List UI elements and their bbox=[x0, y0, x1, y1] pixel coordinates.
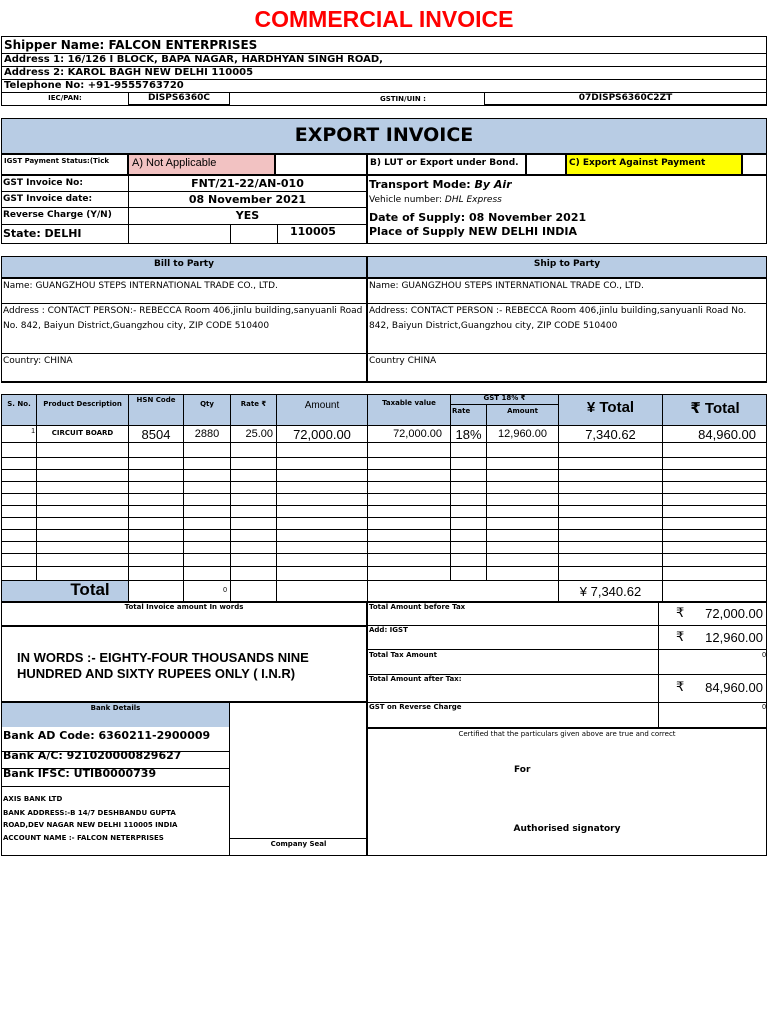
row-sno: 1 bbox=[31, 428, 35, 435]
gstin-value: 07DISPS6360C2ZT bbox=[484, 92, 767, 105]
ship-to-address: Address: CONTACT PERSON :- REBECCA Room 406,jinlu building,sanyuanli Road No. 842, Baiyun District,Guangzhou city, ZIP CODE 510400 bbox=[369, 306, 747, 331]
tax-amount-label: Total Tax Amount bbox=[369, 651, 437, 659]
reverse-gst-label: GST on Reverse Charge bbox=[369, 703, 462, 711]
company-seal: Company Seal bbox=[270, 840, 327, 848]
bill-to-header: Bill to Party bbox=[1, 256, 367, 278]
transport-mode-label: Transport Mode: bbox=[369, 178, 475, 191]
gstin-label: GSTIN/UIN : bbox=[380, 95, 426, 103]
vehicle-number bbox=[369, 195, 502, 205]
after-tax-rupee: ₹ bbox=[676, 679, 685, 694]
bill-to-name: Name: GUANGZHOU STEPS INTERNATIONAL TRADE CO., LTD. bbox=[3, 281, 278, 291]
row-total-cny: 7,340.62 bbox=[585, 427, 636, 442]
authorised-signatory: Authorised signatory bbox=[513, 824, 621, 834]
bank-address: BANK ADDRESS:-B 14/7 DESHBANDU GUPTA ROAD,DEV NAGAR NEW DELHI 110005 INDIA bbox=[3, 809, 178, 829]
row-total-inr: 84,960.00 bbox=[698, 427, 756, 442]
vehicle-number-label: Vehicle number: bbox=[369, 195, 445, 205]
row-desc: CIRCUIT BOARD bbox=[51, 429, 114, 437]
invoice-date-label: GST Invoice date: bbox=[3, 194, 93, 204]
igst-option-a-box[interactable] bbox=[275, 154, 367, 175]
reverse-charge-label: Reverse Charge (Y/N) bbox=[3, 210, 112, 220]
col-header-rate: Rate ₹ bbox=[240, 400, 267, 408]
before-tax-label: Total Amount before Tax bbox=[369, 603, 466, 611]
row-taxable: 72,000.00 bbox=[393, 428, 442, 440]
col-header-taxable: Taxable value bbox=[382, 399, 436, 407]
state-code: 110005 bbox=[290, 225, 336, 238]
igst-amount-value: 12,960.00 bbox=[705, 630, 763, 645]
before-tax-rupee: ₹ bbox=[676, 605, 685, 620]
igst-option-c[interactable]: C) Export Against Payment bbox=[566, 154, 742, 175]
igst-amount-label: Add: IGST bbox=[369, 626, 408, 634]
vehicle-number-value: DHL Express bbox=[444, 195, 502, 205]
row-hsn: 8504 bbox=[141, 427, 171, 442]
col-header-gst-amount: Amount bbox=[507, 407, 538, 415]
ship-to-country: Country CHINA bbox=[369, 356, 437, 366]
col-header-amount: Amount bbox=[304, 400, 340, 411]
row-rate: 25.00 bbox=[245, 428, 273, 440]
igst-amount-rupee: ₹ bbox=[676, 629, 685, 644]
bank-account: Bank A/C: 921020000829627 bbox=[3, 749, 182, 762]
certify-text: Certified that the particulars given above are true and correct bbox=[458, 730, 676, 738]
igst-label: IGST Payment Status:(Tick bbox=[1, 154, 128, 175]
bank-header: Bank Details bbox=[90, 704, 141, 712]
row-amount: 72,000.00 bbox=[293, 427, 351, 442]
igst-option-a[interactable]: A) Not Applicable bbox=[128, 154, 275, 175]
after-tax-value: 84,960.00 bbox=[705, 680, 763, 695]
invoice-date-value: 08 November 2021 bbox=[188, 193, 307, 206]
table-total-cny: ¥ 7,340.62 bbox=[579, 584, 642, 599]
igst-option-b-box[interactable] bbox=[526, 154, 566, 175]
supply-place: Place of Supply NEW DELHI INDIA bbox=[369, 225, 578, 238]
table-total-label: Total bbox=[70, 580, 110, 599]
row-gst-amount: 12,960.00 bbox=[498, 428, 547, 440]
amount-in-words: IN WORDS :- EIGHTY-FOUR THOUSANDS NINE HUNDRED AND SIXTY RUPEES ONLY ( I.N.R) bbox=[17, 650, 309, 681]
iec-value: DISPS6360C bbox=[128, 92, 230, 105]
col-header-total-inr: ₹ Total bbox=[690, 400, 740, 417]
igst-option-b[interactable]: B) LUT or Export under Bond. bbox=[367, 154, 526, 175]
after-tax-label: Total Amount after Tax: bbox=[369, 675, 462, 683]
col-header-qty: Qty bbox=[200, 400, 214, 408]
reverse-gst-value: 0 bbox=[762, 704, 766, 711]
certify-for: For bbox=[514, 765, 531, 775]
invoice-no-value: FNT/21-22/AN-010 bbox=[191, 177, 304, 190]
shipper-name: Shipper Name: FALCON ENTERPRISES bbox=[4, 38, 258, 52]
supply-date: Date of Supply: 08 November 2021 bbox=[369, 211, 587, 224]
words-label: Total Invoice amount In words bbox=[124, 603, 244, 611]
bill-to-address: Address : CONTACT PERSON:- REBECCA Room 406,jinlu building,sanyuanli Road No. 842, Baiyun District,Guangzhou city, ZIP CODE 510400 bbox=[3, 306, 363, 331]
transport-mode bbox=[369, 178, 512, 191]
bank-ad-code: Bank AD Code: 6360211-2900009 bbox=[3, 729, 211, 742]
transport-mode-value: By Air bbox=[474, 178, 512, 191]
row-qty: 2880 bbox=[194, 428, 220, 440]
col-header-hsn: HSN Code bbox=[136, 396, 176, 404]
col-header-gst-rate: Rate bbox=[452, 407, 471, 415]
bank-account-name: ACCOUNT NAME :- FALCON NETERPRISES bbox=[3, 834, 164, 842]
igst-option-c-box[interactable] bbox=[742, 154, 767, 175]
tax-amount-value: 0 bbox=[762, 652, 766, 659]
export-invoice-title: EXPORT INVOICE bbox=[1, 118, 767, 154]
bank-name: AXIS BANK LTD bbox=[3, 795, 63, 803]
table-total-qty: 0 bbox=[223, 587, 227, 594]
shipper-telephone: Telephone No: +91-9555763720 bbox=[4, 80, 184, 91]
col-header-sno: S. No. bbox=[7, 400, 31, 408]
bank-ifsc: Bank IFSC: UTIB0000739 bbox=[3, 767, 157, 780]
shipper-address-1: Address 1: 16/126 I BLOCK, BAPA NAGAR, HARDHYAN SINGH ROAD, bbox=[4, 54, 383, 65]
iec-label: IEC/PAN: bbox=[48, 94, 82, 102]
shipper-address-2: Address 2: KAROL BAGH NEW DELHI 110005 bbox=[4, 67, 254, 78]
invoice-title: COMMERCIAL INVOICE bbox=[254, 6, 514, 32]
invoice-no-label: GST Invoice No: bbox=[3, 178, 83, 188]
state-label: State: DELHI bbox=[3, 227, 82, 240]
ship-to-header: Ship to Party bbox=[367, 256, 767, 278]
reverse-charge-value: YES bbox=[235, 209, 260, 222]
ship-to-name: Name: GUANGZHOU STEPS INTERNATIONAL TRADE CO., LTD. bbox=[369, 281, 644, 291]
row-gst-rate: 18% bbox=[455, 427, 482, 442]
bill-to-country: Country: CHINA bbox=[3, 356, 73, 366]
col-header-desc: Product Description bbox=[43, 400, 122, 408]
col-header-total-cny: ¥ Total bbox=[586, 399, 635, 416]
before-tax-value: 72,000.00 bbox=[705, 606, 763, 621]
col-header-gst: GST 18% ₹ bbox=[483, 394, 526, 402]
